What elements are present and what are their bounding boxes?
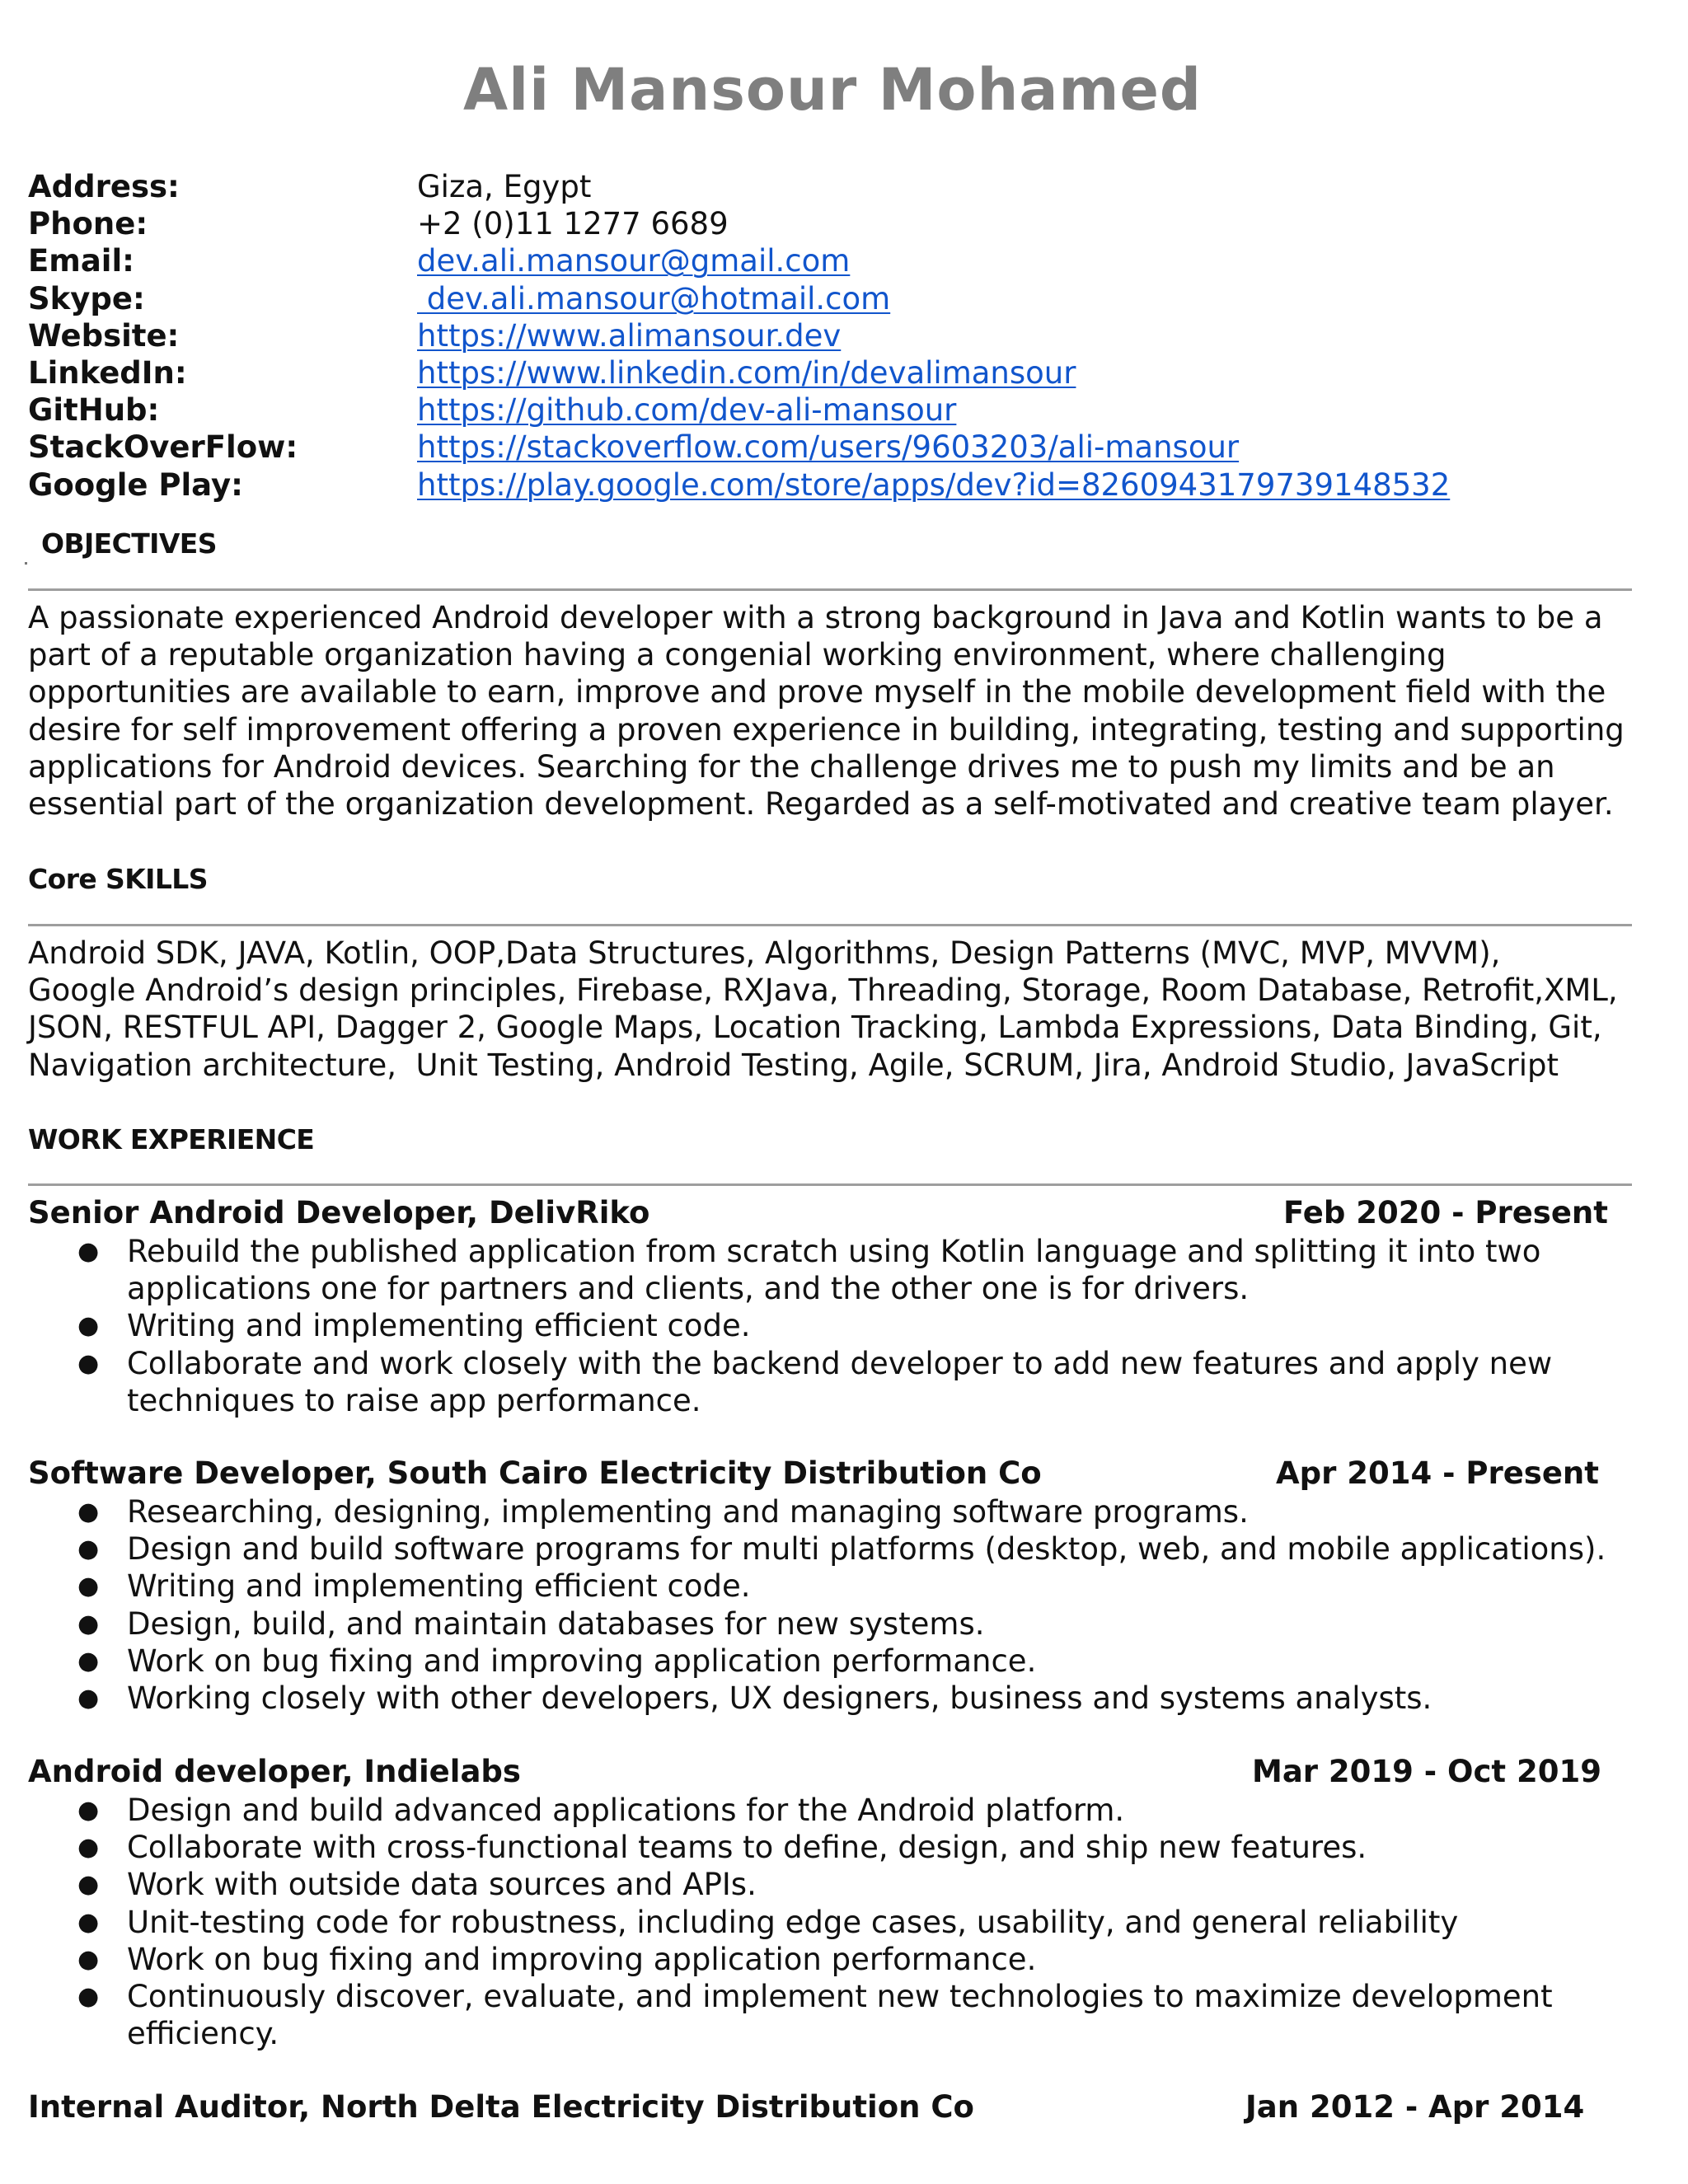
github-link[interactable]: https://github.com/dev-ali-mansour [417,392,957,429]
bullet-text: Work on bug fixing and improving application performance. [127,1941,1037,1977]
contact-label: Skype: [28,280,145,316]
bullet-text: Design and build software programs for multi platforms (desktop, web, and mobile applications). [127,1531,1606,1568]
skills-line: Navigation architecture, Unit Testing, Android Testing, Agile, SCRUM, Jira, Android Studio, JavaScript [28,1047,1559,1083]
bullet-text: Rebuild the published application from scratch using Kotlin language and splitting it into two [127,1234,1541,1269]
bullet-text: techniques to raise app performance. [127,1382,701,1418]
contact-row-address [28,168,1450,205]
bullet-icon: ● [77,1944,100,1974]
list-item [74,1978,1553,2052]
list-item [74,1605,1606,1643]
list-item [74,1307,1552,1344]
job-title: Software Developer, South Cairo Electricity Distribution Co [28,1455,1042,1491]
skills-text [28,935,1660,1084]
bullet-icon: ● [77,1535,100,1564]
website-link[interactable]: https://www.alimansour.dev [417,317,842,354]
bullet-icon: ● [77,1572,100,1601]
objectives-line: opportunities are available to earn, improve and prove myself in the mobile development field with the [28,674,1606,710]
job-dates: Jan 2012 - Apr 2014 [1245,2089,1585,2125]
contact-row-google-play [28,466,1450,504]
candidate-name: Ali Mansour Mohamed [462,56,1203,124]
bullet-icon: ● [77,1609,100,1638]
bullet-text: Design, build, and maintain databases for new systems. [127,1605,985,1642]
skills-line: Android SDK, JAVA, Kotlin, OOP,Data Structures, Algorithms, Design Patterns (MVC, MVP, MVVM), [28,935,1501,971]
job-title: Internal Auditor, North Delta Electricity Distribution Co [28,2089,974,2125]
list-item [74,1345,1552,1419]
contact-label: Phone: [28,206,148,242]
bullet-text: Writing and implementing efficient code. [127,1568,751,1605]
list-item [74,1680,1606,1717]
skype-link[interactable]: dev.ali.mansour@hotmail.com [417,280,891,316]
list-item [74,1530,1606,1568]
contact-row-email [28,242,1450,279]
contact-block [28,168,1450,504]
job-title: Android developer, Indielabs [28,1754,521,1789]
bullet-text: Working closely with other developers, UX designers, business and systems analysts. [127,1680,1432,1717]
contact-label: LinkedIn: [28,355,187,391]
bullet-icon: ● [77,1237,100,1266]
contact-row-website [28,317,1450,354]
email-link[interactable]: dev.ali.mansour@gmail.com [417,243,851,279]
job-bullets [74,1233,1552,1419]
job-bullets [74,1493,1606,1717]
skills-heading: Core SKILLS [28,863,208,895]
job-bullets [74,1792,1553,2052]
bullet-icon: ● [77,1684,100,1713]
skills-line: Google Android’s design principles, Firebase, RXJava, Threading, Storage, Room Database, Retrofit,XML, [28,972,1618,1009]
bullet-text: Unit-testing code for robustness, including edge cases, usability, and general reliability [127,1904,1459,1940]
bullet-icon: ● [77,1870,100,1900]
bullet-icon: ● [77,1497,100,1526]
contact-row-phone [28,205,1450,242]
objectives-text [28,599,1660,823]
section-divider [28,924,1632,926]
objectives-heading: OBJECTIVES [41,527,217,560]
list-item [74,1941,1553,1978]
bullet-text: Work on bug fixing and improving application performance. [127,1643,1037,1679]
job-dates: Feb 2020 - Present [1283,1195,1608,1230]
job-dates: Mar 2019 - Oct 2019 [1252,1754,1601,1789]
work-experience-heading: WORK EXPERIENCE [28,1123,315,1155]
stackoverflow-link[interactable]: https://stackoverflow.com/users/9603203/ali-mansour [417,429,1240,466]
list-item [74,1792,1553,1829]
job-dates: Apr 2014 - Present [1276,1455,1599,1491]
phone-value: +2 (0)11 1277 6689 [417,206,729,242]
stray-mark [25,562,27,565]
list-item [74,1568,1606,1605]
list-item [74,1643,1606,1680]
bullet-icon: ● [77,1907,100,1937]
skills-line: JSON, RESTFUL API, Dagger 2, Google Maps, Location Tracking, Lambda Expressions, Data Binding, Git, [28,1010,1602,1046]
bullet-icon: ● [77,1646,100,1675]
contact-row-stackoverflow [28,429,1450,466]
contact-label: Website: [28,317,180,354]
contact-row-skype [28,280,1450,317]
objectives-line: essential part of the organization development. Regarded as a self-motivated and creative team player. [28,786,1614,823]
bullet-text: Collaborate and work closely with the backend developer to add new features and apply new [127,1345,1553,1381]
section-divider [28,1183,1632,1186]
contact-label: Email: [28,243,134,279]
objectives-line: A passionate experienced Android developer with a strong background in Java and Kotlin wants to be a [28,600,1603,635]
contact-label: StackOverFlow: [28,429,298,466]
bullet-text: Continuously discover, evaluate, and implement new technologies to maximize development [127,1979,1553,2015]
bullet-icon: ● [77,1982,100,2012]
objectives-line: desire for self improvement offering a proven experience in building, integrating, testing and supporting [28,711,1625,748]
google-play-link[interactable]: https://play.google.com/store/apps/dev?id=8260943179739148532 [417,466,1451,503]
bullet-icon: ● [77,1348,100,1378]
job-title: Senior Android Developer, DelivRiko [28,1195,650,1230]
bullet-icon: ● [77,1833,100,1863]
linkedin-link[interactable]: https://www.linkedin.com/in/devalimansour [417,355,1076,391]
bullet-icon: ● [77,1311,100,1341]
bullet-text: efficiency. [127,2016,279,2052]
contact-row-linkedin [28,354,1450,391]
bullet-text: Writing and implementing efficient code. [127,1308,751,1344]
list-item [74,1493,1606,1530]
bullet-text: Design and build advanced applications for the Android platform. [127,1793,1125,1828]
list-item [74,1866,1553,1903]
bullet-icon: ● [77,1796,100,1825]
list-item [74,1904,1553,1941]
bullet-text: Work with outside data sources and APIs. [127,1867,757,1903]
section-divider [28,588,1632,591]
bullet-text: applications one for partners and clients, and the other one is for drivers. [127,1271,1250,1307]
bullet-text: Collaborate with cross-functional teams to define, design, and ship new features. [127,1830,1367,1866]
bullet-text: Researching, designing, implementing and managing software programs. [127,1494,1249,1530]
contact-label: GitHub: [28,392,160,429]
address-value: Giza, Egypt [417,169,592,205]
contact-label: Address: [28,169,180,205]
list-item [74,1233,1552,1307]
objectives-line: applications for Android devices. Searching for the challenge drives me to push my limits and be an [28,748,1555,785]
contact-label: Google Play: [28,466,243,503]
objectives-line: part of a reputable organization having a congenial working environment, where challenging [28,637,1447,673]
list-item [74,1829,1553,1866]
contact-row-github [28,391,1450,429]
